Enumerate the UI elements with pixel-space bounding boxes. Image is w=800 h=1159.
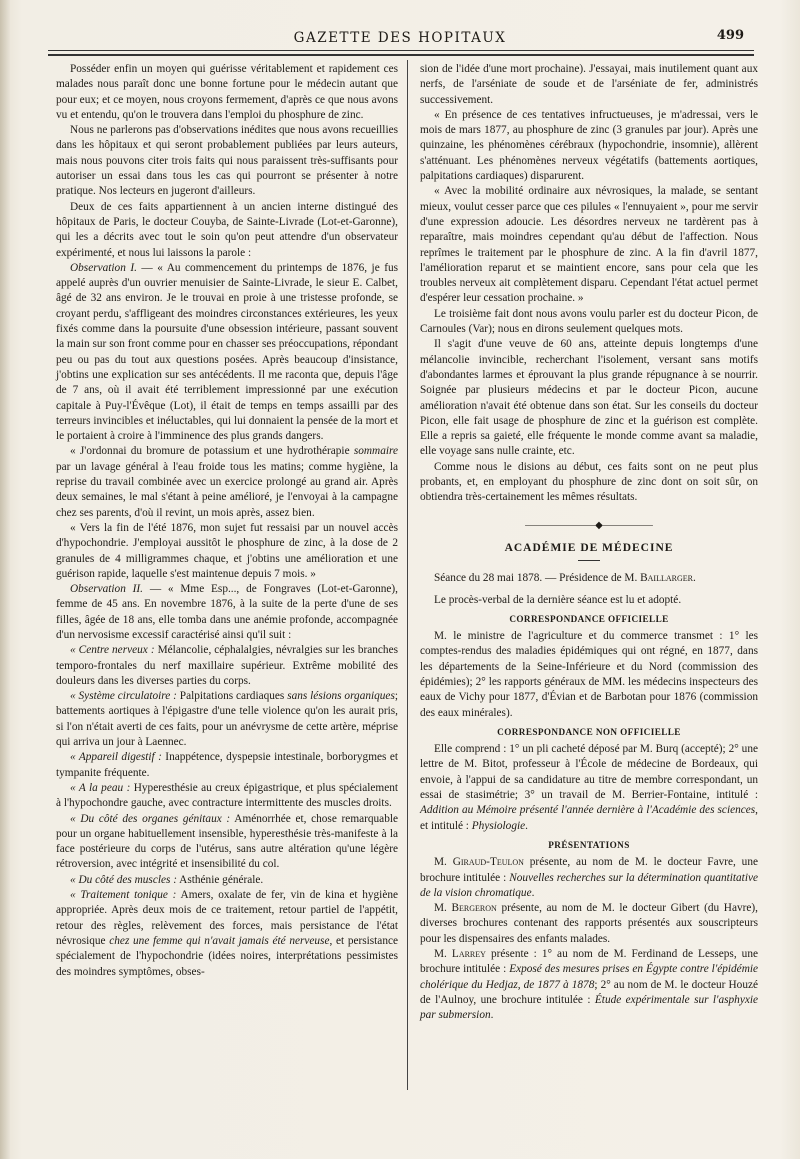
- section-title: ACADÉMIE DE MÉDECINE: [504, 541, 674, 554]
- header-rule-thick: [48, 54, 754, 56]
- symptom-text: Mélancolie, céphalalgies, névralgies sur les branches temporo-frontales du nerf maxillaire supérieur. Extrême mobilité des douleurs dans les diverses parties du corps.: [56, 644, 398, 687]
- section-separator: ———————◆—————: [525, 519, 653, 531]
- symptom-label: « A la peau :: [70, 781, 131, 794]
- symptom-text: Hyperesthésie au creux épigastrique, et plus spécialement à l'hypochondre gauche, avec contracture intermittente des muscles droits.: [56, 781, 398, 810]
- paragraph: [420, 742, 758, 834]
- text-run: présente, au nom de M. le docteur Favre, une brochure intitulée :: [420, 856, 758, 884]
- treatment: [56, 888, 398, 980]
- text-run: présente : 1° au nom de M. Ferdinand de Lesseps, une brochure intitulée :: [420, 948, 758, 976]
- header-rule: [48, 50, 754, 51]
- left-column: [56, 62, 398, 980]
- paragraph: Le troisième fait dont nous avons voulu parler est du docteur Picon, de Carnoules (Var); nous en dirons seulement quelques mots.: [420, 307, 758, 336]
- symptom-nervous: [56, 643, 398, 689]
- subsection-title: CORRESPONDANCE OFFICIELLE: [509, 613, 669, 624]
- italic-run: Étude expérimentale sur l'asphyxie par submersion: [420, 993, 758, 1022]
- member-name: M. Larrey: [434, 948, 486, 961]
- text-run: « J'ordonnai du bromure de potassium et une hydrothérapie: [70, 445, 354, 458]
- presentation-item: [420, 947, 758, 1023]
- presentation-item: [420, 901, 758, 947]
- member-name: M. Bergeron: [434, 902, 497, 915]
- symptom-text: Asthénie générale.: [176, 873, 264, 886]
- symptom-circulatory: [56, 689, 398, 750]
- italic-run: Addition au Mémoire présenté l'année dernière à l'Académie des sciences: [420, 804, 756, 817]
- paragraph: Comme nous le disions au début, ces faits sont on ne peut plus probants, et, en employant du phosphure de zinc dont on soit sûr, on obtiendra très-certainement les mêmes résultats.: [420, 460, 758, 504]
- symptom-digestive: [56, 750, 398, 781]
- symptom-label: « Du côté des organes génitaux :: [70, 812, 231, 825]
- symptom-text: Amers, oxalate de fer, vin de kina et hygiène appropriée. Après deux mois de ce traitement, retour partiel de l'appétit, retour des règles, relèvement des forces, mais persistance de l'état névrosique: [56, 889, 398, 947]
- column-divider: [407, 60, 408, 1090]
- page-number: 499: [716, 28, 744, 43]
- subsection-title: PRÉSENTATIONS: [548, 839, 630, 850]
- symptom-genital: [56, 812, 398, 873]
- symptom-text: Inappétence, dyspepsie intestinale, borborygmes et tympanite fréquente.: [56, 751, 398, 779]
- observation-label: Observation II.: [70, 583, 144, 596]
- subsection-title: CORRESPONDANCE NON OFFICIELLE: [497, 726, 681, 737]
- text-run: Séance du 28 mai 1878. — Présidence de M.: [434, 572, 641, 585]
- text-run: .: [525, 819, 528, 832]
- observation-text: — « Mme Esp..., de Fongraves (Lot-et-Garonne), femme de 45 ans. En novembre 1876, à la suite de la perte d'une de ses filles, âgée de 18 ans, elle tomba dans une anémie profonde, accompagnée d'un nervosisme excessif caractérisé ainsi qu'il suit :: [56, 583, 398, 641]
- paragraph: Nous ne parlerons pas d'observations inédites que nous avons recueillies dans les hôpitaux et qui seront probablement publiées par leurs auteurs, mais nous pouvons citer trois faits qui nous paraissent très-suffisants pour autoriser un essai dans tous les cas qui pourront se présenter à notre pratique. Nos lecteurs en jugeront d'ailleurs.: [56, 124, 398, 198]
- running-title: GAZETTE DES HOPITAUX: [293, 30, 507, 46]
- italic-run: chez une femme qui n'avait jamais été nerveuse: [109, 934, 330, 947]
- symptom-text: ; battements aortiques à l'épigastre d'une telle violence qu'on les aurait pris, si l'on n'était averti de ces faits, pour un anévrysme de cette artère, méprise qui arriva un jour à Laennec.: [56, 690, 398, 749]
- text-run: ; 2° au nom de M. le docteur Houzé de l'Aulnoy, une brochure intitulée :: [420, 978, 759, 1006]
- italic-run: sans lésions organiques: [287, 690, 395, 703]
- symptom-label: « Appareil digestif :: [70, 751, 162, 764]
- symptom-label: « Du côté des muscles :: [70, 873, 177, 886]
- italic-run: Exposé des mesures prises en Égypte contre l'épidémie cholérique du Hedjaz, de 1877 à 1878: [420, 963, 759, 991]
- paragraph: Deux de ces faits appartiennent à un ancien interne distingué des hôpitaux de Paris, le docteur Couyba, de Sainte-Livrade (Lot-et-Garonne), qui les a décrits avec tout le soin qu'on peut attendre d'un observateur expérimenté, et nous lui laissons la parole :: [56, 200, 398, 259]
- observation-label: Observation I.: [70, 261, 137, 274]
- text-run: Elle comprend : 1° un pli cacheté déposé par M. Burq (accepté); 2° une lettre de M. Bitot, professeur à l'École de médecine de Bordeaux, qui envoie, à l'appui de sa candidature au titre de membre correspondant, un essai de stasimétrie; 3° un travail de M. Berrier-Fontaine, intitulé :: [420, 743, 758, 802]
- paragraph: [56, 444, 398, 520]
- text-run: par un lavage général à l'eau froide tous les matins; comme hygiène, la reprise du travail combinée avec un exercice prolongé au grand air. Après deux semaines, le mal s'étant à peine amélioré, je l'envoyai à la campagne chez ses parents, d'où il revint, un mois après, assez bien.: [56, 460, 398, 519]
- paragraph: Posséder enfin un moyen qui guérisse véritablement et rapidement ces malades nous paraît donc une bonne fortune pour le médecin autant que pour eux; et ce moyen, nous croyons fermement, d'après ce que nous avons vu et entendu, qu'on le trouvera dans l'emploi du phosphure de zinc.: [56, 63, 398, 121]
- observation-text: — « Au commencement du printemps de 1876, je fus appelé auprès d'un ouvrier menuisier de Sainte-Livrade, le sieur E. Calbet, âgé de 32 ans environ. Je le trouvai en proie à une tristesse profonde, se croyant perdu, s'affligeant des moindres circonstances extérieures, les yeux fixés comme dans la poursuite d'une obsession intérieure, passant souvent la main sur son front comme pour en chasser ses préoccupations, répondant peu ou pas du tout aux questions posées. Après beaucoup d'insistance, j'obtins une explication sur ses antécédents. Il me raconta que, depuis l'âge de 7 ans, où il avait été terriblement impressionné par une exécution capitale à Puy-l'Évêque (Lot), il était de temps en temps assailli par des terreurs invincibles et inéluctables, qui lui donnaient la pensée de la mort et le portaient à croire à l'imminence des plus grands dangers.: [56, 261, 399, 443]
- member-name: M. Giraud-Teulon: [434, 856, 524, 869]
- right-column: [420, 62, 758, 1024]
- observation-2: [56, 582, 398, 643]
- italic-run: Nouvelles recherches sur la détermination quantitative de la vision chromatique: [420, 871, 758, 899]
- paragraph: Il s'agit d'une veuve de 60 ans, atteinte depuis longtemps d'une mélancolie invincible, recherchant l'isolement, versant sans motifs d'abondantes larmes et éprouvant la plus grande répugnance à se nourrir. Soignée par plusieurs médecins et par le docteur Picon, aucune amélioration n'avait été obtenue dans son état. Sur les conseils du docteur Picon, elle fait usage de phosphure de zinc et la guérison est complète. Elle a repris sa gaieté, elle fréquente le monde comme avant sa maladie, elle voyage sans nulle crainte, etc.: [420, 338, 758, 458]
- paragraph: « En présence de ces tentatives infructueuses, je m'adressai, vers le mois de mars 1877, au phosphure de zinc (3 granules par jour). Après une quinzaine, les phénomènes cérébraux (hypochondrie, insomnie), allèrent s'atténuant. Les phénomènes nerveux végétatifs (battements aortiques, palpitations cardiaques) disparurent.: [420, 108, 758, 183]
- title-dash: [578, 560, 600, 561]
- italic-run: Physiologie: [471, 819, 526, 832]
- paragraph: M. le ministre de l'agriculture et du commerce transmet : 1° les comptes-rendus des maladies épidémiques qui ont régné, en 1877, dans les départements de la Seine-Inférieure et du Nord (commission des épidémies); 2° les rapports généraux de MM. les médecins inspecteurs des eaux de Vichy pour 1877, d'Évian et de Barbotan pour 1876 (commission des eaux minérales).: [420, 630, 758, 719]
- presentation-item: [420, 855, 758, 901]
- text-run: .: [490, 1009, 494, 1022]
- text-run: .: [531, 886, 535, 899]
- paragraph: « Avec la mobilité ordinaire aux névrosiques, la malade, se sentant mieux, voulut cesser parce que ces pilules « l'ennuyaient », pour me servir d'une expression adoucie. Les désordres nerveux ne tardèrent pas à reparaître, mais moindres cependant qu'au début de l'affection. Nous reprîmes le traitement par le phosphure de zinc. A la fin d'avril 1877, l'amélioration reparut et se maintient encore, sans pour cela que les troubles nerveux ait complètement disparu. Cependant l'état actuel permet d'espérer leur cessation prochaine. »: [420, 185, 758, 305]
- paragraph: « Vers la fin de l'été 1876, mon sujet fut ressaisi par un nouvel accès d'hypochondrie. J'employai aussitôt le phosphure de zinc, à la dose de 2 granules de 4 milligrammes chaque, et j'obtins une amélioration et une guérison rapide, laquelle s'est maintenue depuis 7 mois. »: [56, 521, 398, 580]
- paragraph: sion de l'idée d'une mort prochaine). J'essayai, mais inutilement quant aux nerfs, de l'arséniate de soude et de l'arséniate de fer, administrés successivement.: [420, 63, 758, 106]
- symptom-skin: [56, 781, 398, 812]
- paragraph: Le procès-verbal de la dernière séance est lu et adopté.: [434, 593, 682, 606]
- binding-edge: [0, 0, 10, 1159]
- italic-run: sommaire: [353, 445, 398, 458]
- observation-1: [56, 261, 398, 445]
- text-run: présente, au nom de M. le docteur Gibert (du Havre), diverses brochures contenant des rapports présentés aux souscripteurs pour les dispensaires des enfants malades.: [420, 902, 758, 945]
- symptom-label: « Centre nerveux :: [70, 644, 155, 657]
- symptom-text: , et persistance spécialement de l'hypochondrie (idées noires, interprétations pessimistes des moindres symptômes, obses-: [56, 934, 399, 978]
- symptom-text: Aménorrhée et, chose remarquable pour un organe habituellement insensible, hyperesthésie très-manifeste à la face postérieure du corps de l'utérus, sans autre altération qu'une légère rétroversion, avec intégrité et insensibilité du col.: [56, 812, 399, 871]
- symptom-muscles: [56, 873, 398, 888]
- symptom-label: « Traitement tonique :: [70, 889, 177, 902]
- symptom-label: « Système circulatoire :: [70, 690, 177, 703]
- text-run: , et intitulé :: [420, 804, 758, 832]
- text-run: .: [693, 572, 696, 585]
- president-name: Baillarger: [640, 572, 693, 585]
- seance-line: [420, 571, 758, 586]
- symptom-text: Palpitations cardiaques: [176, 690, 288, 703]
